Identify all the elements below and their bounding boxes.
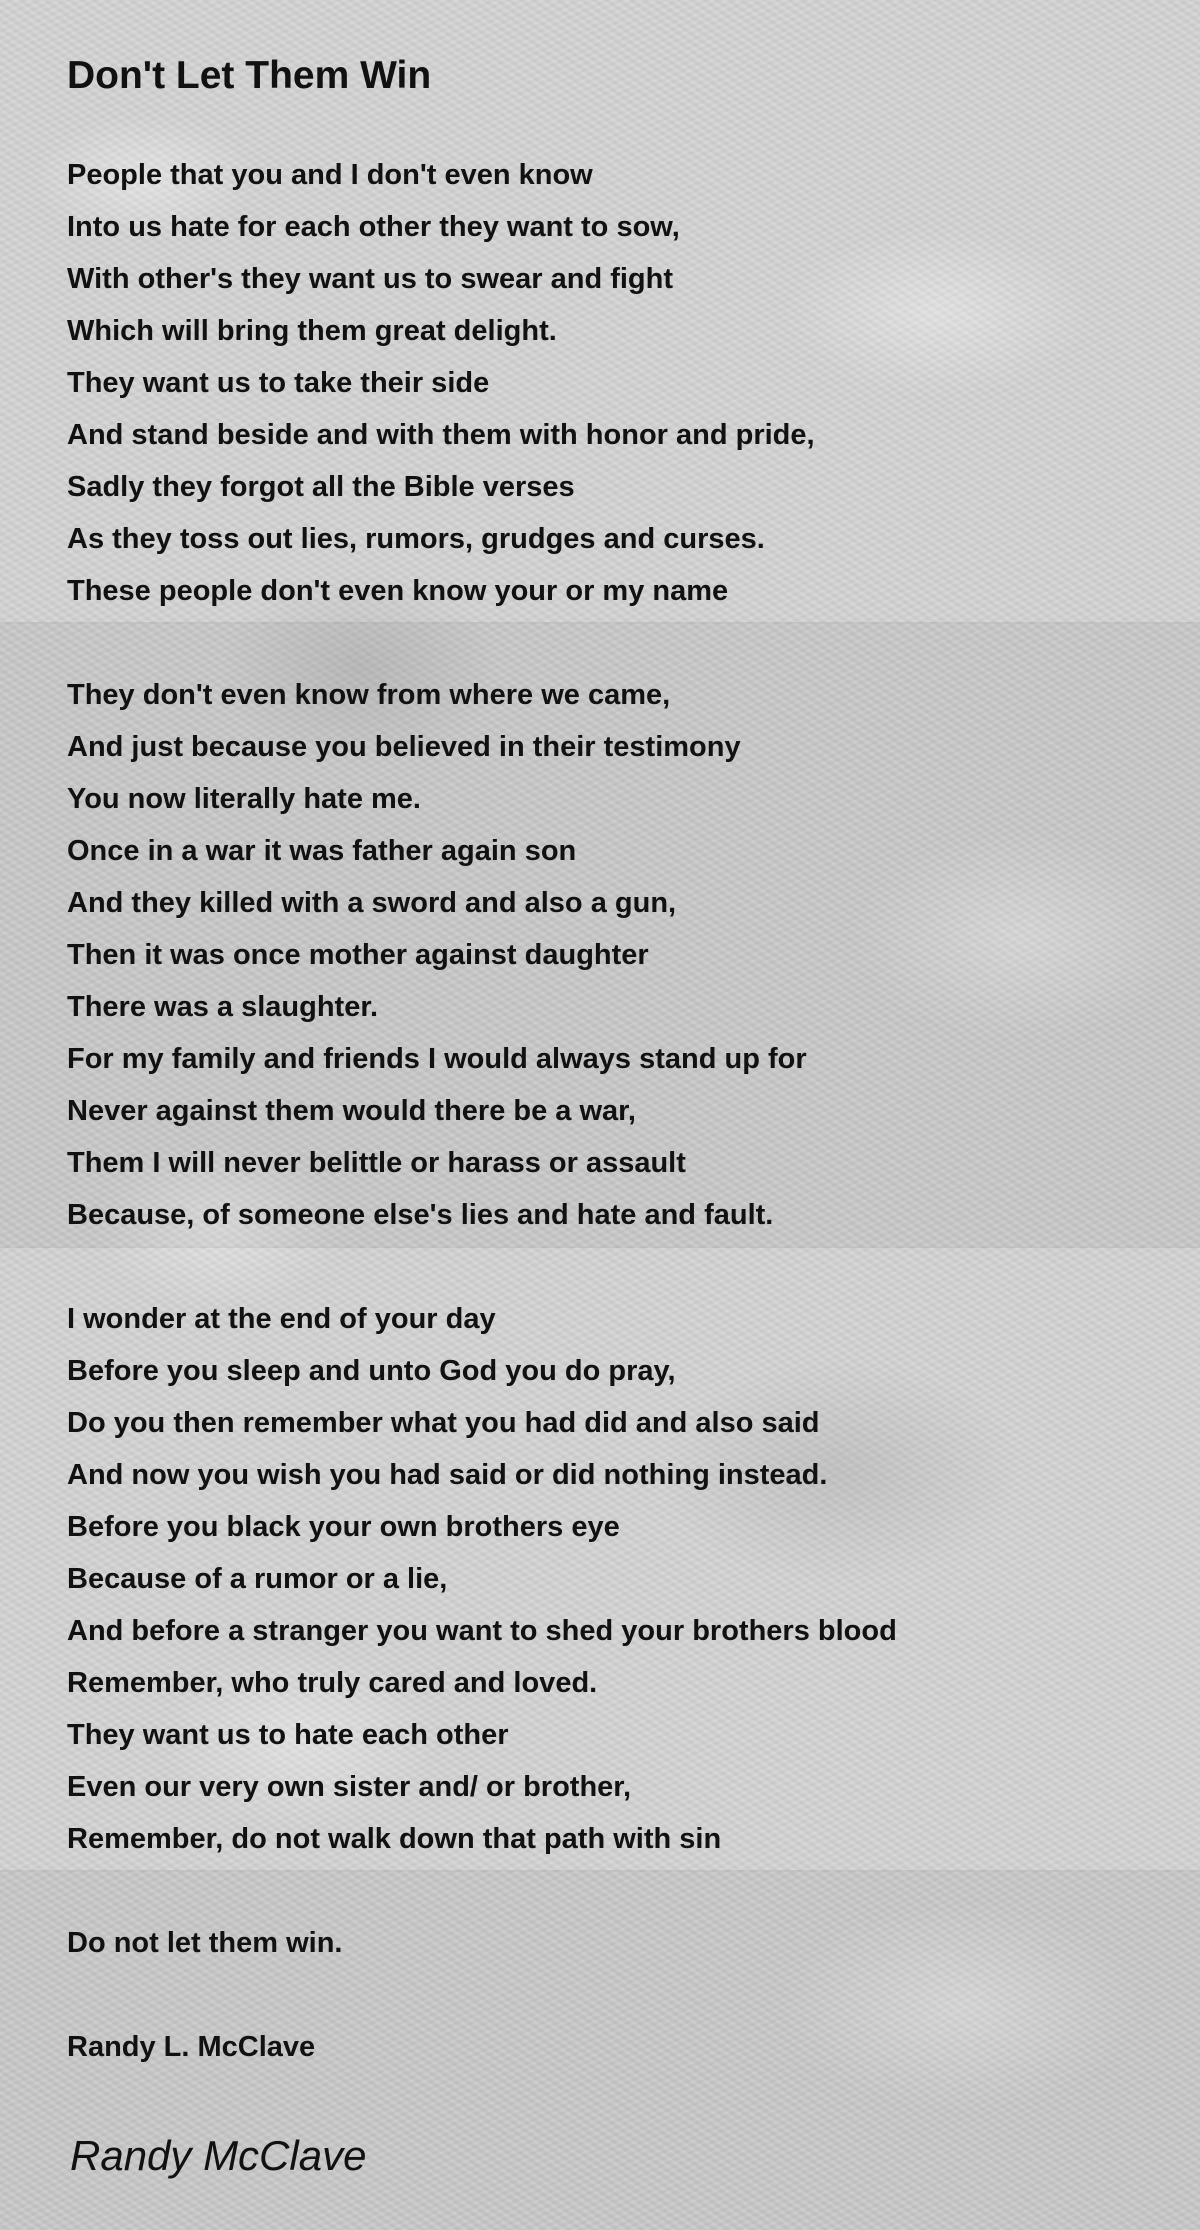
- closing-line: Do not let them win.: [67, 1927, 343, 1959]
- poem-line: As they toss out lies, rumors, grudges and curses.: [67, 523, 765, 555]
- poem-line: Because of a rumor or a lie,: [67, 1563, 448, 1595]
- poem-line: Them I will never belittle or harass or assault: [67, 1147, 686, 1179]
- poem-line: Remember, who truly cared and loved.: [67, 1667, 598, 1699]
- poem-line: Then it was once mother against daughter: [67, 939, 649, 971]
- poem-line: Do you then remember what you had did and also said: [67, 1407, 820, 1439]
- poem-line: They don't even know from where we came,: [67, 679, 671, 711]
- poem-line: I wonder at the end of your day: [67, 1303, 496, 1335]
- author-signature: Randy McClave: [70, 2132, 367, 2179]
- stanza-3: [67, 1293, 897, 1865]
- poem-title: Don't Let Them Win: [67, 54, 432, 97]
- poem-line: Once in a war it was father again son: [67, 835, 577, 867]
- poem-line: Never against them would there be a war,: [67, 1095, 636, 1127]
- poem-line: And stand beside and with them with honor and pride,: [67, 419, 815, 451]
- poem-line: Before you sleep and unto God you do pray,: [67, 1355, 676, 1387]
- background-band-edge: [0, 1870, 1200, 1872]
- background-band-edge: [0, 1246, 1200, 1248]
- poem-line: You now literally hate me.: [67, 783, 421, 815]
- poem-line: There was a slaughter.: [67, 991, 379, 1023]
- poem-line: Even our very own sister and/ or brother,: [67, 1771, 632, 1803]
- poem-line: They want us to hate each other: [67, 1719, 509, 1751]
- poem-line: Remember, do not walk down that path with sin: [67, 1823, 722, 1855]
- poem-line: Which will bring them great delight.: [67, 315, 557, 347]
- poem-line: And before a stranger you want to shed your brothers blood: [67, 1615, 897, 1647]
- poem-line: And just because you believed in their testimony: [67, 731, 741, 763]
- poem-line: And now you wish you had said or did nothing instead.: [67, 1459, 828, 1491]
- poem-line: Before you black your own brothers eye: [67, 1511, 620, 1543]
- poem-line: These people don't even know your or my name: [67, 575, 729, 607]
- poem-line: For my family and friends I would always stand up for: [67, 1043, 807, 1075]
- poem-line: People that you and I don't even know: [67, 159, 593, 191]
- background-band-edge: [0, 622, 1200, 624]
- poem-line: Sadly they forgot all the Bible verses: [67, 471, 575, 503]
- poem-line: And they killed with a sword and also a gun,: [67, 887, 677, 919]
- poem-line: They want us to take their side: [67, 367, 490, 399]
- stanza-1: [67, 149, 815, 617]
- stanza-2: [67, 669, 807, 1241]
- author-name: Randy L. McClave: [67, 2031, 316, 2063]
- poem-line: Because, of someone else's lies and hate and fault.: [67, 1199, 774, 1231]
- poem-line: With other's they want us to swear and fight: [67, 263, 674, 295]
- poem-line: Into us hate for each other they want to sow,: [67, 211, 680, 243]
